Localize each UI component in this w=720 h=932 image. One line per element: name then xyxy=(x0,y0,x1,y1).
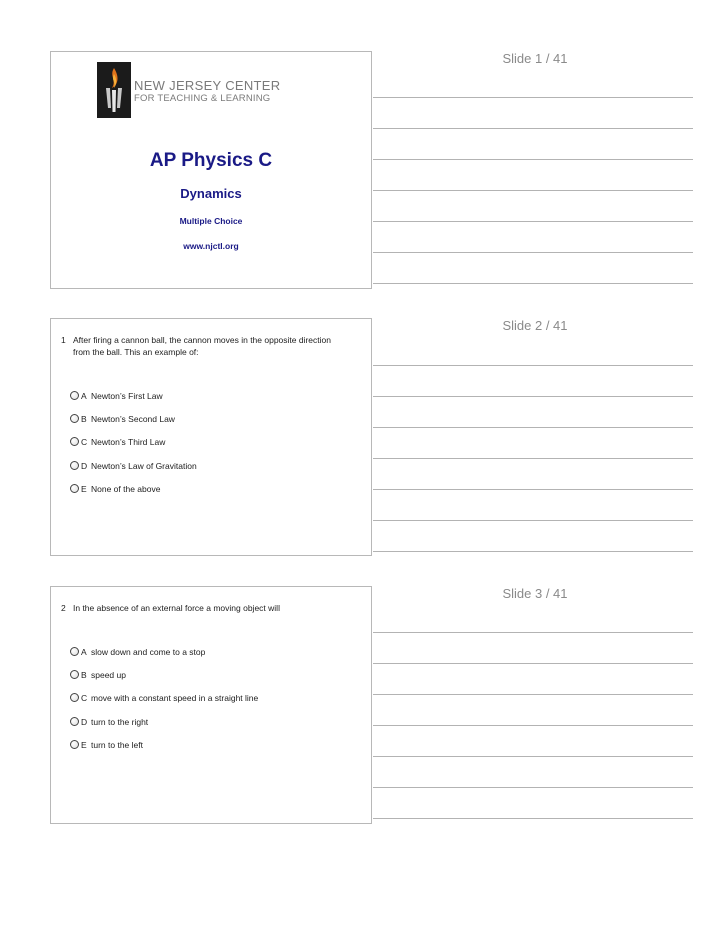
choice-b[interactable]: B speed up xyxy=(70,669,126,681)
question-number: 2 xyxy=(61,603,66,613)
radio-icon[interactable] xyxy=(70,437,79,446)
radio-icon[interactable] xyxy=(70,647,79,656)
choice-d[interactable]: D Newton’s Law of Gravitation xyxy=(70,460,197,472)
question-number: 1 xyxy=(61,335,66,345)
choice-d[interactable]: D turn to the right xyxy=(70,716,148,728)
deck-kind: Multiple Choice xyxy=(179,216,243,226)
choice-a[interactable]: A slow down and come to a stop xyxy=(70,646,205,658)
slide-3-label: Slide 3 / 41 xyxy=(502,586,568,601)
question-text: After firing a cannon ball, the cannon moves in the opposite direction from the ball. This an example of: xyxy=(73,335,331,357)
question-text: In the absence of an external force a moving object will xyxy=(73,603,280,613)
question-1 xyxy=(61,334,351,358)
choice-b[interactable]: B Newton’s Second Law xyxy=(70,413,175,425)
logo-line-1: NEW JERSEY CENTER xyxy=(134,78,281,93)
question-2 xyxy=(61,602,351,614)
choice-e[interactable]: E None of the above xyxy=(70,483,160,495)
deck-url: www.njctl.org xyxy=(183,241,239,251)
radio-icon[interactable] xyxy=(70,740,79,749)
deck-title: AP Physics C xyxy=(149,150,273,171)
slide-3-thumbnail xyxy=(50,586,372,824)
slide-1-thumbnail xyxy=(50,51,372,289)
radio-icon[interactable] xyxy=(70,391,79,400)
slide-2-thumbnail xyxy=(50,318,372,556)
deck-subtitle: Dynamics xyxy=(180,186,242,201)
radio-icon[interactable] xyxy=(70,414,79,423)
torch-icon xyxy=(97,62,131,118)
radio-icon[interactable] xyxy=(70,484,79,493)
choice-c[interactable]: C move with a constant speed in a straight line xyxy=(70,692,258,704)
radio-icon[interactable] xyxy=(70,693,79,702)
radio-icon[interactable] xyxy=(70,461,79,470)
radio-icon[interactable] xyxy=(70,717,79,726)
njctl-logo xyxy=(97,62,307,118)
choice-c[interactable]: C Newton’s Third Law xyxy=(70,436,165,448)
radio-icon[interactable] xyxy=(70,670,79,679)
choice-e[interactable]: E turn to the left xyxy=(70,739,143,751)
slide-2-label: Slide 2 / 41 xyxy=(502,318,568,333)
choice-a[interactable]: A Newton’s First Law xyxy=(70,390,163,402)
logo-line-2: FOR TEACHING & LEARNING xyxy=(134,93,271,104)
slide-1-label: Slide 1 / 41 xyxy=(502,51,568,66)
